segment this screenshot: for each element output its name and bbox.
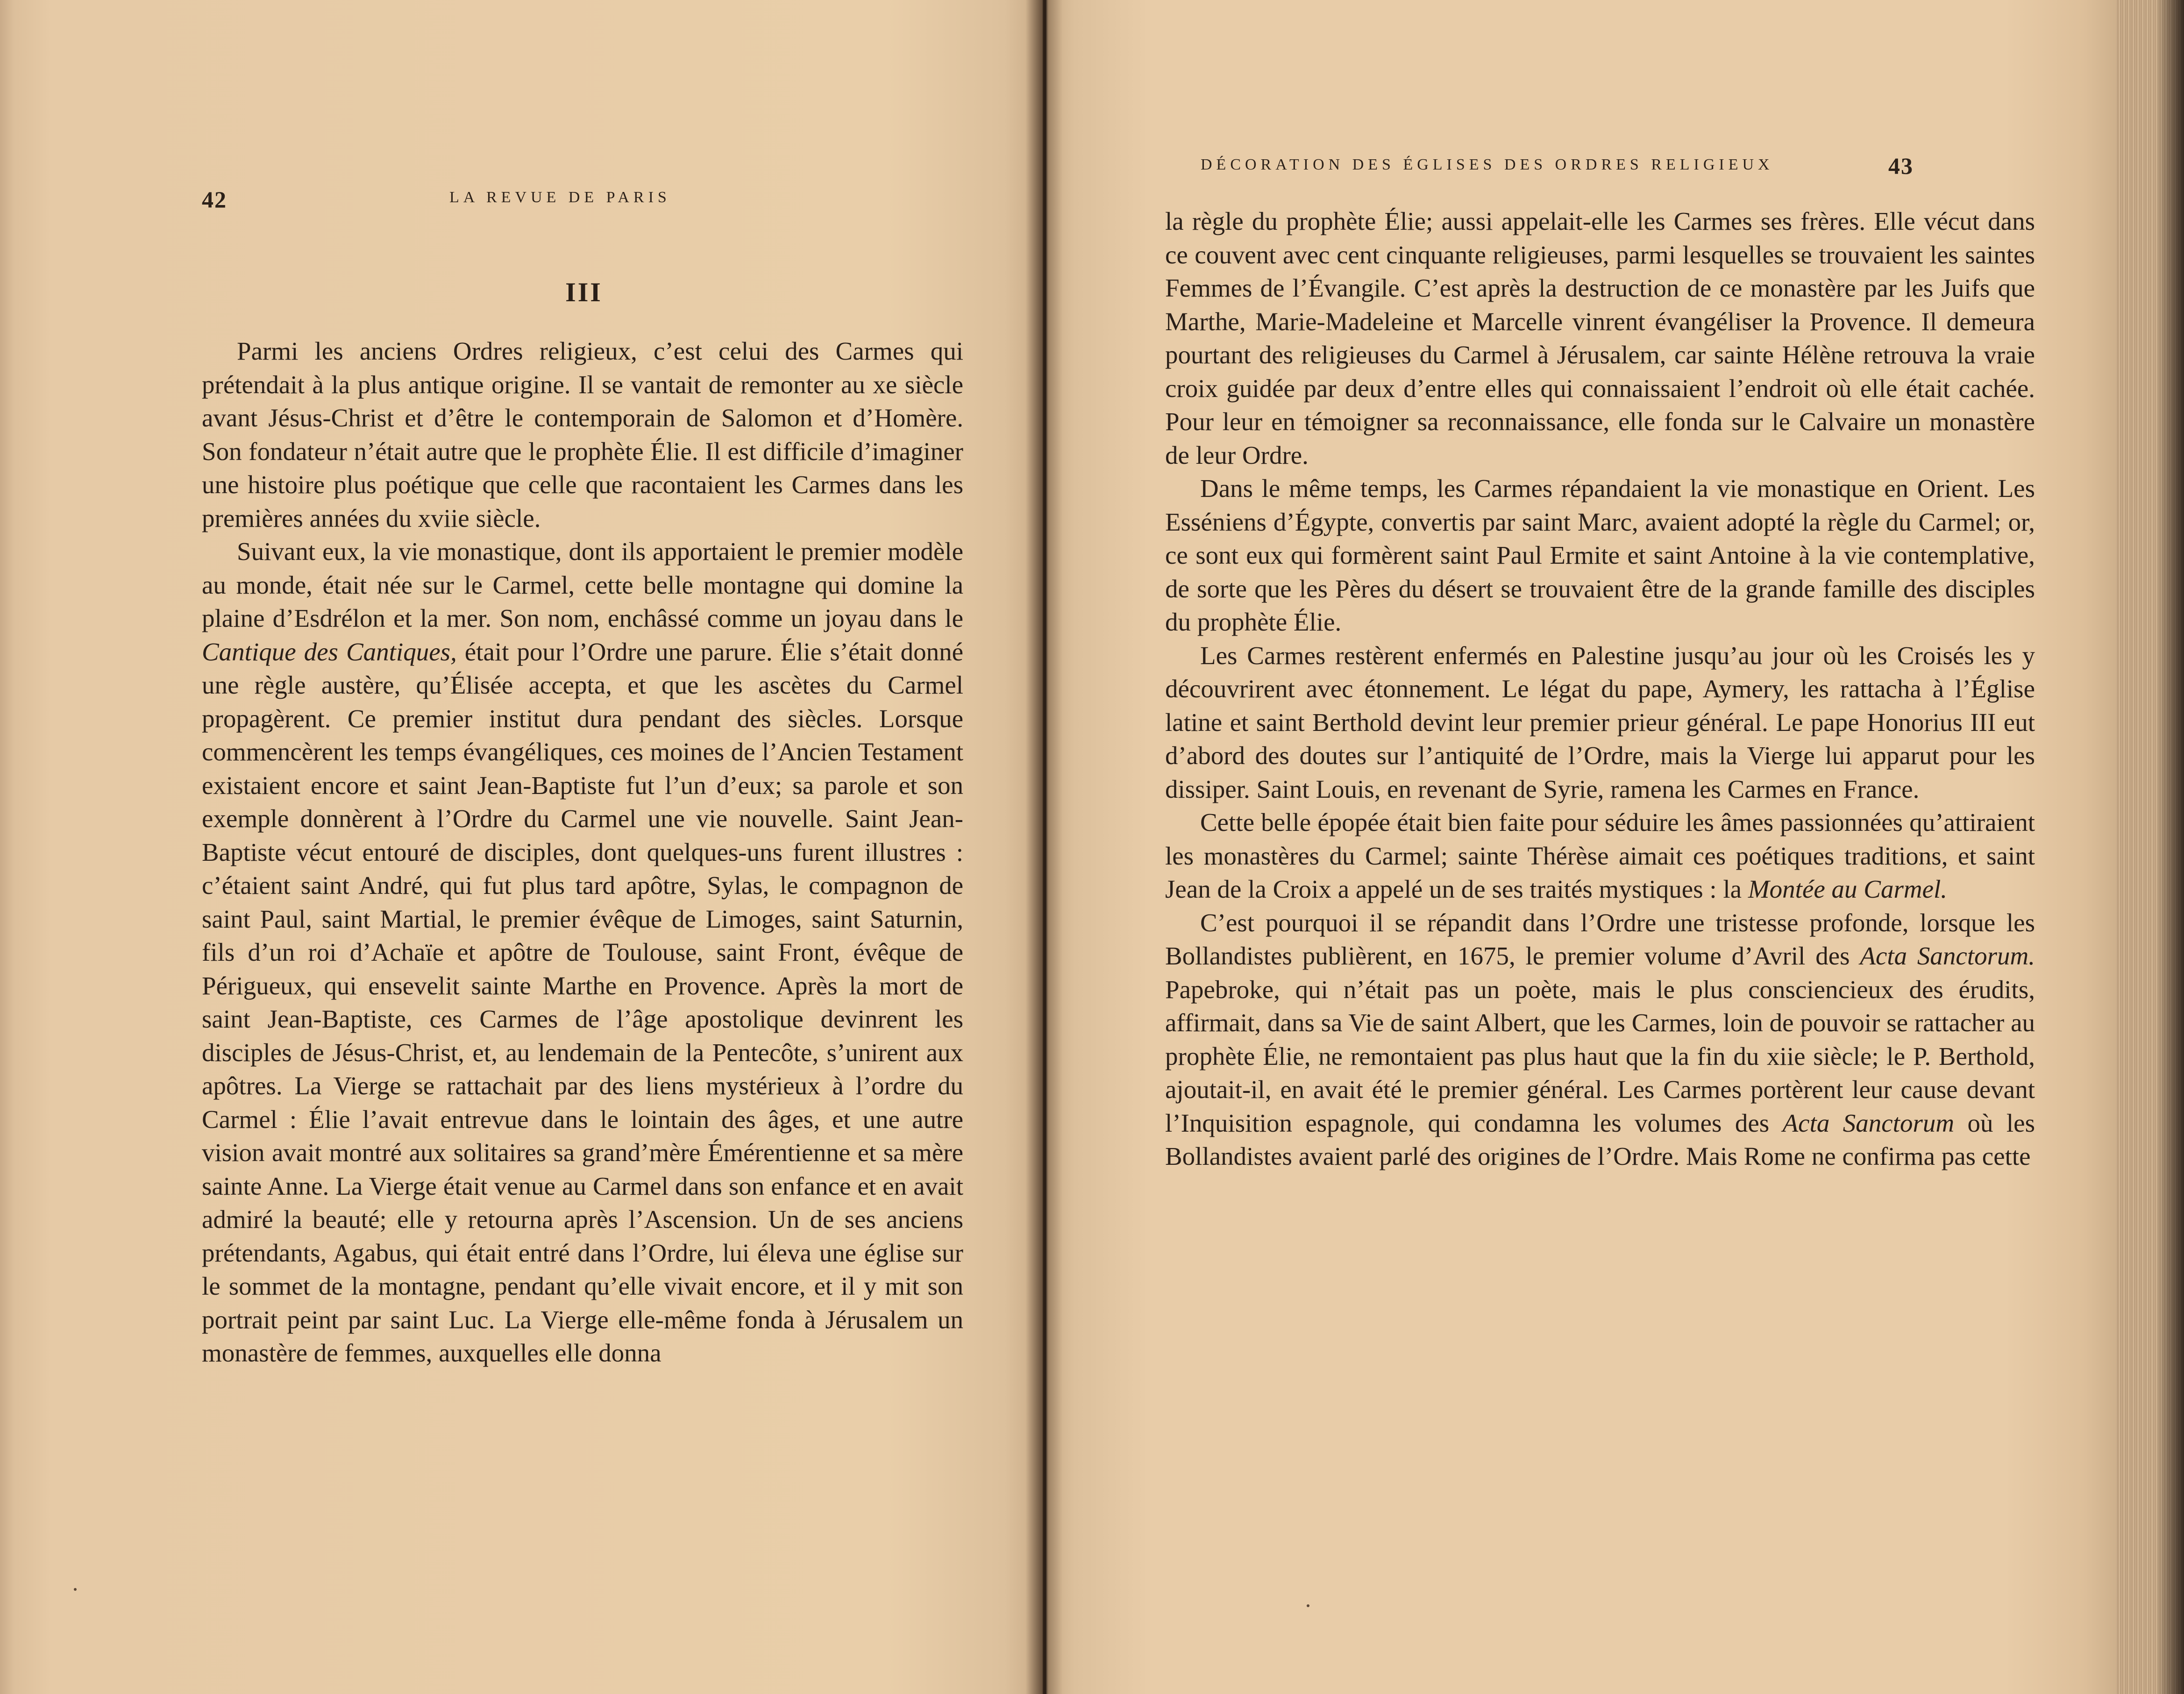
- italic-title: Acta Sanctorum.: [1860, 942, 2035, 970]
- text-run: était pour l’Ordre une parure. Élie s’était donné une règle austère, qu’Élisée accepta, et que les ascètes du Carmel propagèrent. Ce premier institut dura pendant des siècles. Lorsque commencèrent les temps évangéliques, ces moines de l’Ancien Testament existaient encore et saint Jean-Baptiste fut l’un d’eux; sa parole et son exemple donnèrent à l’Ordre du Carmel une vie nouvelle. Saint Jean-Baptiste vécut entouré de disciples, dont quelques-uns furent illustres : c’étaient saint André, qui fut plus tard apôtre, Sylas, le compagnon de saint Paul, saint Martial, le premier évêque de Limoges, saint Saturnin, fils d’un roi d’Achaïe et apôtre de Toulouse, saint Front, évêque de Périgueux, qui ensevelit sainte Marthe en Provence. Après la mort de saint Jean-Baptiste, ces Carmes de l’âge apostolique devinrent les disciples de Jésus-Christ, et, au lendemain de la Pentecôte, s’unirent aux apôtres. La Vierge se rattachait par des liens mystérieux à l’ordre du Carmel : Élie l’avait entrevue dans le lointain des âges, et une autre vision avait montré aux solitaires sa grand’mère Émérentienne et sa mère sainte Anne. La Vierge était venue au Carmel dans son enfance et en avait admiré la beauté; elle y retourna après l’Ascension. Un de ses anciens prétendants, Agabus, qui était entré dans l’Ordre, lui éleva une église sur le sommet de la montagne, pendant qu’elle vivait encore, et il y mit son portrait peint par saint Luc. La Vierge elle-même fonda à Jérusalem un monastère de femmes, auxquelles elle donna: [202, 637, 963, 1367]
- paragraph: [1165, 639, 2035, 806]
- paragraph: [1165, 205, 2035, 472]
- italic-title: Acta Sanctorum: [1782, 1108, 1955, 1137]
- text-run: Cette belle épopée était bien faite pour séduire les âmes passionnées qu’attiraient les monastères du Carmel; sainte Thérèse aimait ces poétiques traditions, et saint Jean de la Croix a appelé un de ses traités mystiques : la: [1165, 808, 2035, 903]
- left-page: [0, 0, 1043, 1694]
- text-run: Suivant eux, la vie monastique, dont ils apportaient le premier modèle au monde, était née sur le Carmel, cette belle montagne qui domine la plaine d’Esdrélon et la mer. Son nom, enchâssé comme un joyau dans le: [202, 537, 963, 632]
- text-run: Dans le même temps, les Carmes répandaient la vie monastique en Orient. Les Esséniens d’Égypte, convertis par saint Marc, avaient adopté la règle du Carmel; or, ce sont eux qui formèrent saint Paul Ermite et saint Antoine à la vie contemplative, de sorte que les Pères du désert se trouvaient être de la grande famille des disciples du prophète Élie.: [1165, 474, 2035, 636]
- left-page-number: 42: [202, 186, 227, 213]
- italic-title: Montée au Carmel.: [1748, 875, 1948, 903]
- right-page-text: [1165, 205, 2035, 1173]
- paragraph: [1165, 806, 2035, 906]
- right-running-title: DÉCORATION DES ÉGLISES DES ORDRES RELIGIEUX: [1201, 156, 1774, 173]
- left-running-title: LA REVUE DE PARIS: [449, 189, 671, 206]
- text-run: Papebroke, qui n’était pas un poète, mais le plus consciencieux des érudits, affirmait, dans sa Vie de saint Albert, que les Carmes, loin de pouvoir se rattacher au prophète Élie, ne remontaient pas plus haut que la fin du xiie siècle; le P. Berthold, ajoutait-il, en avait été le premier général. Les Carmes portèrent leur cause devant l’Inquisition espagnole, qui condamna les volumes des: [1165, 975, 2035, 1137]
- text-run: Les Carmes restèrent enfermés en Palestine jusqu’au jour où les Croisés les y découvrirent avec étonnement. Le légat du pape, Aymery, les rattacha à l’Église latine et saint Berthold devint leur premier prieur général. Le pape Honorius III eut d’abord des doutes sur l’antiquité de l’Ordre, mais la Vierge lui apparut pour les dissiper. Saint Louis, en revenant de Syrie, ramena les Carmes en France.: [1165, 641, 2035, 803]
- section-heading: III: [565, 277, 603, 307]
- paragraph: [202, 334, 963, 535]
- text-run: où les Bollandistes avaient parlé des origines de l’Ordre. Mais Rome ne confirma pas cette: [1165, 1108, 2035, 1170]
- right-page-number: 43: [1888, 153, 1914, 179]
- paragraph: [1165, 906, 2035, 1173]
- italic-title: Cantique des Cantiques,: [202, 637, 457, 666]
- paragraph: [202, 535, 963, 1370]
- text-run: Parmi les anciens Ordres religieux, c’est celui des Carmes qui prétendait à la plus antique origine. Il se vantait de remonter au xe siècle avant Jésus-Christ et d’être le contemporain de Salomon et d’Homère. Son fondateur n’était autre que le prophète Élie. Il est difficile d’imaginer une histoire plus poétique que celle que racontaient les Carmes dans les premières années du xviie siècle.: [202, 337, 963, 532]
- paper-speck: [1307, 1604, 1309, 1607]
- paper-speck: [74, 1588, 77, 1591]
- right-page: [1046, 0, 2116, 1694]
- page-edges: [2116, 0, 2184, 1694]
- text-run: C’est pourquoi il se répandit dans l’Ordre une tristesse profonde, lorsque les Bollandistes publièrent, en 1675, le premier volume d’Avril des: [1165, 908, 2035, 970]
- left-page-text: [202, 334, 963, 1370]
- book-gutter: [1025, 0, 1063, 1694]
- text-run: la règle du prophète Élie; aussi appelait-elle les Carmes ses frères. Elle vécut dans ce couvent avec cent cinquante religieuses, parmi lesquelles se trouvaient les saintes Femmes de l’Évangile. C’est après la destruction de ce monastère par les Juifs que Marthe, Marie-Madeleine et Marcelle vinrent évangéliser la Provence. Il demeura pourtant des religieuses du Carmel à Jérusalem, car sainte Hélène retrouva la vraie croix guidée par deux d’entre elles qui connaissaient l’endroit où elle était cachée. Pour leur en témoigner sa reconnaissance, elle fonda sur le Calvaire un monastère de leur Ordre.: [1165, 207, 2035, 469]
- paragraph: [1165, 472, 2035, 639]
